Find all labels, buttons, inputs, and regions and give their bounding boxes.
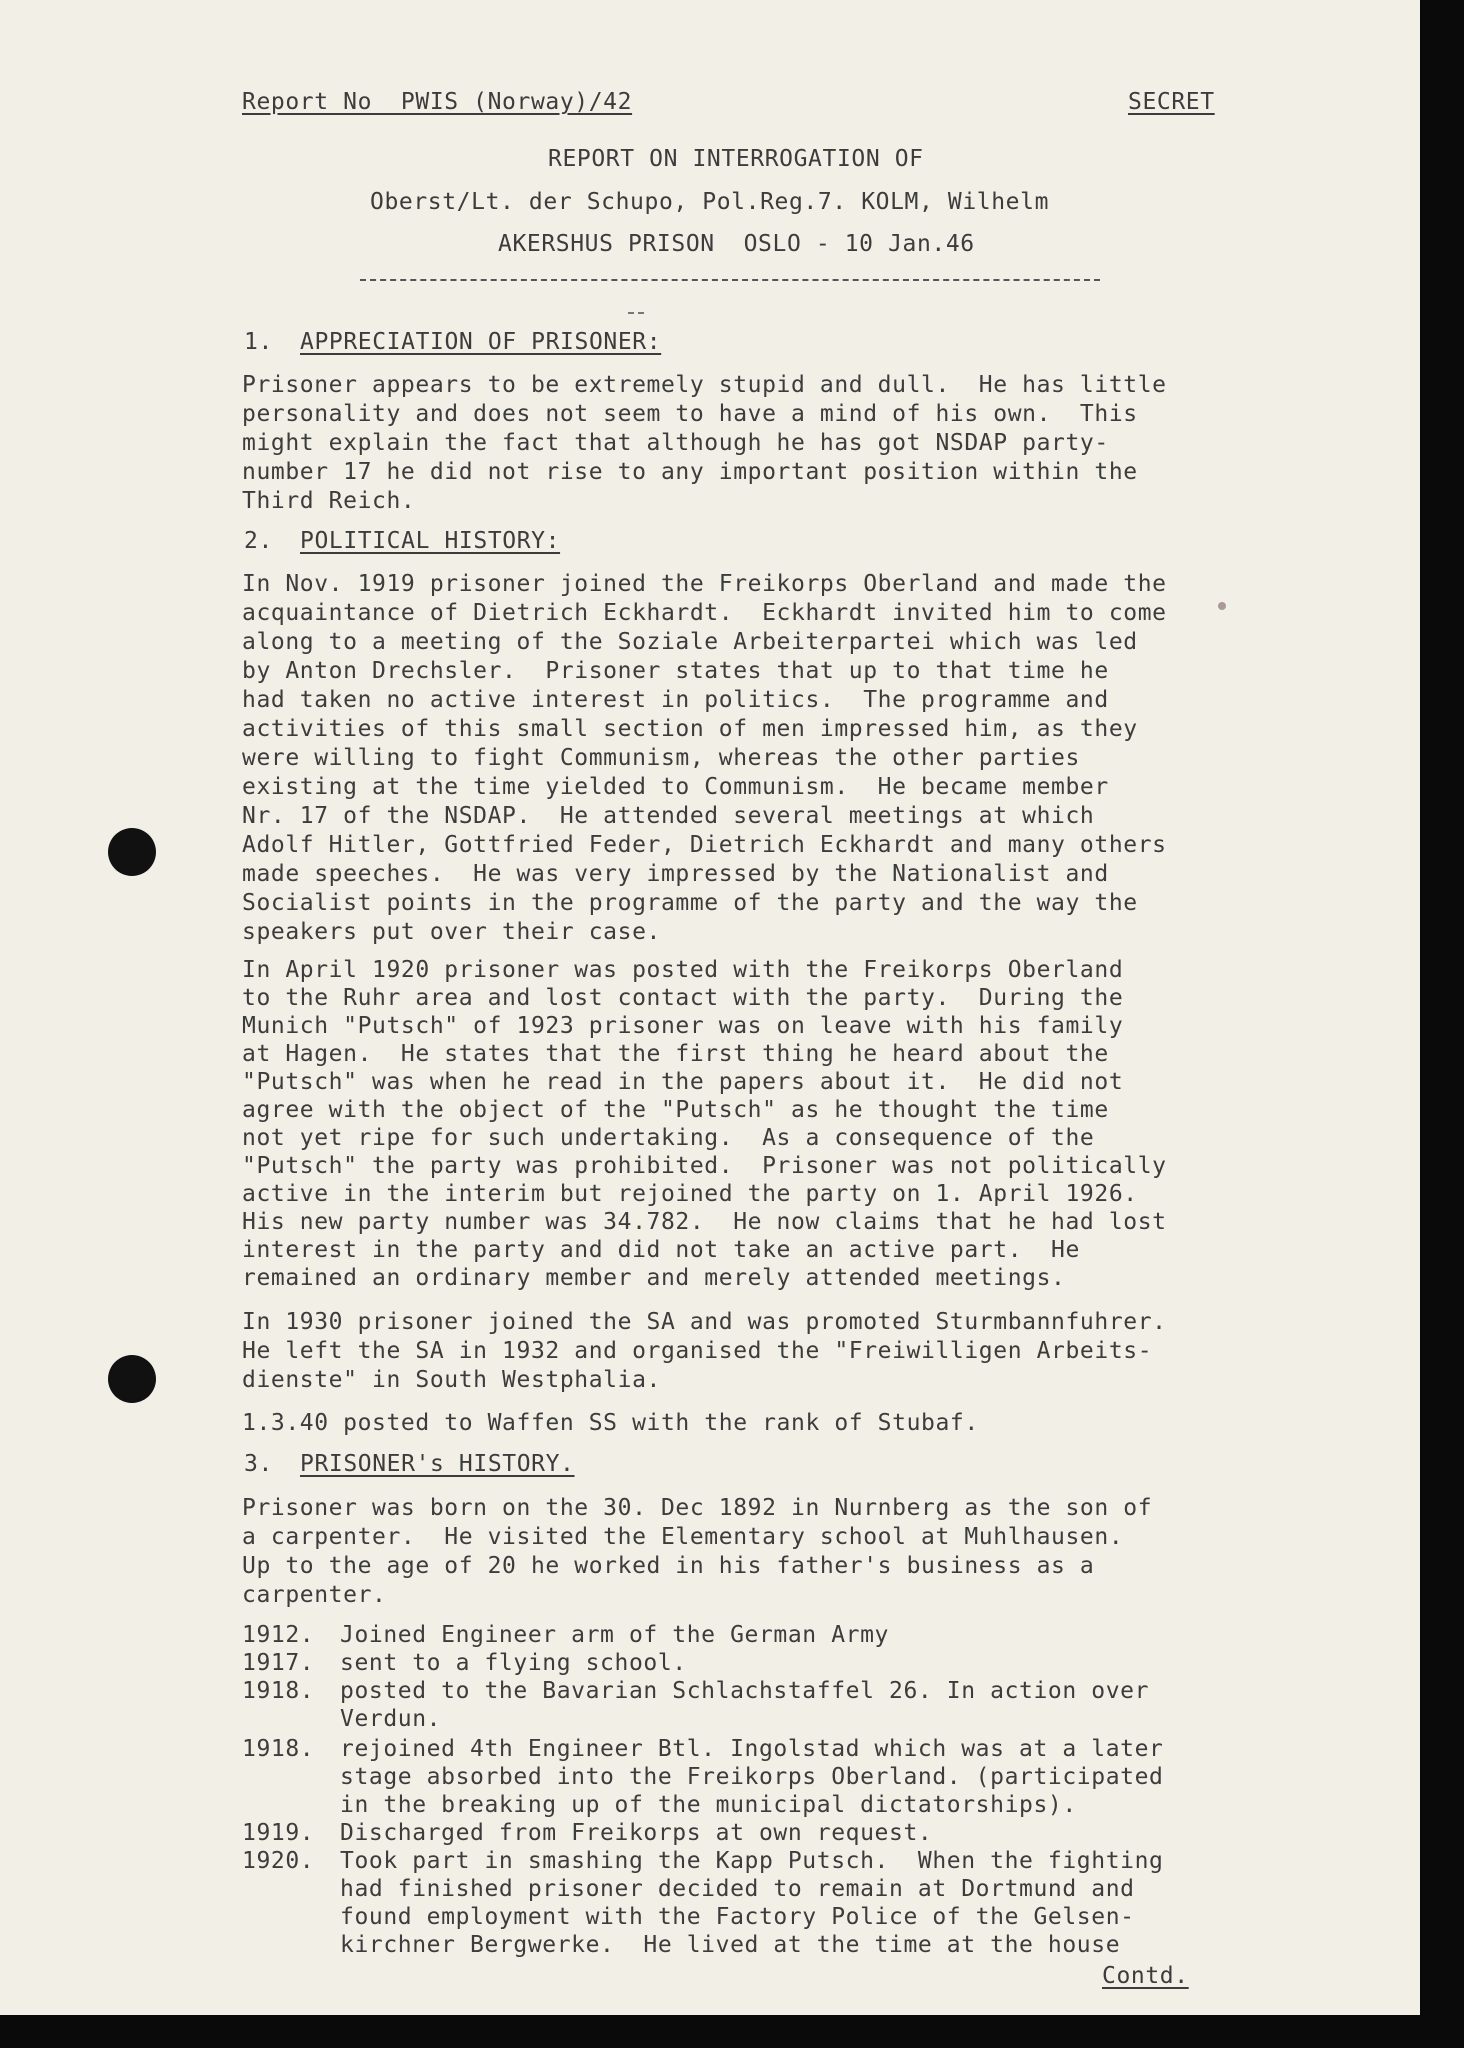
timeline-year: 1919. xyxy=(242,1820,315,1846)
section-2-para2-line: active in the interim but rejoined the party on 1. April 1926. xyxy=(242,1181,1138,1207)
section-2-para1-line: acquaintance of Dietrich Eckhardt. Eckhardt invited him to come xyxy=(242,600,1167,626)
section-2-para2-line: In April 1920 prisoner was posted with the Freikorps Oberland xyxy=(242,957,1124,983)
continued-marker: Contd. xyxy=(1102,1963,1189,1989)
section-2-para4: 1.3.40 posted to Waffen SS with the rank of Stubaf. xyxy=(242,1410,979,1436)
section-2-para1-line: Socialist points in the programme of the party and the way the xyxy=(242,890,1138,916)
section-3-heading: PRISONER's HISTORY. xyxy=(300,1451,575,1477)
section-2-para1-line: had taken no active interest in politics. The programme and xyxy=(242,687,1109,713)
section-2-para1-line: made speeches. He was very impressed by the Nationalist and xyxy=(242,861,1109,887)
section-2-number: 2. xyxy=(244,528,273,554)
timeline-year: 1918. xyxy=(242,1736,315,1762)
timeline-entry-line: found employment with the Factory Police of the Gelsen- xyxy=(340,1904,1135,1930)
timeline-entry-line: sent to a flying school. xyxy=(340,1650,687,1676)
timeline-year: 1920. xyxy=(242,1848,315,1874)
section-2-para2-line: agree with the object of the "Putsch" as he thought the time xyxy=(242,1097,1109,1123)
classification-mark: SECRET xyxy=(1128,89,1215,115)
section-2-para2-line: Munich "Putsch" of 1923 prisoner was on leave with his family xyxy=(242,1013,1124,1039)
timeline-entry-line: Joined Engineer arm of the German Army xyxy=(340,1622,889,1648)
section-2-para2-line: "Putsch" the party was prohibited. Prisoner was not politically xyxy=(242,1153,1167,1179)
header-divider-mark xyxy=(628,312,644,314)
section-2-para1-line: by Anton Drechsler. Prisoner states that up to that time he xyxy=(242,658,1109,684)
timeline-year: 1917. xyxy=(242,1650,315,1676)
section-2-para1-line: Nr. 17 of the NSDAP. He attended several meetings at which xyxy=(242,803,1095,829)
section-1-heading: APPRECIATION OF PRISONER: xyxy=(300,329,662,355)
section-2-para2-line: at Hagen. He states that the first thing he heard about the xyxy=(242,1041,1109,1067)
timeline-entry-line: Verdun. xyxy=(340,1706,442,1732)
section-1-line: might explain the fact that although he has got NSDAP party- xyxy=(242,430,1109,456)
section-2-para1-line: speakers put over their case. xyxy=(242,919,661,945)
report-number: Report No PWIS (Norway)/42 xyxy=(242,89,633,115)
section-3-para1-line: carpenter. xyxy=(242,1582,387,1608)
report-subject: Oberst/Lt. der Schupo, Pol.Reg.7. KOLM, Wilhelm xyxy=(370,189,1050,215)
section-2-para1-line: In Nov. 1919 prisoner joined the Freikorps Oberland and made the xyxy=(242,571,1167,597)
timeline-entry-line: kirchner Bergwerke. He lived at the time at the house xyxy=(340,1932,1121,1958)
timeline-entry-line: stage absorbed into the Freikorps Oberland. (participated xyxy=(340,1764,1164,1790)
section-2-para2-line: to the Ruhr area and lost contact with the party. During the xyxy=(242,985,1124,1011)
section-2-para1-line: Adolf Hitler, Gottfried Feder, Dietrich Eckhardt and many others xyxy=(242,832,1167,858)
timeline-year: 1918. xyxy=(242,1678,315,1704)
timeline-entry-line: rejoined 4th Engineer Btl. Ingolstad which was at a later xyxy=(340,1736,1164,1762)
header-divider xyxy=(360,279,1100,281)
report-location-date: AKERSHUS PRISON OSLO - 10 Jan.46 xyxy=(498,231,975,257)
section-2-para1-line: were willing to fight Communism, whereas the other parties xyxy=(242,745,1080,771)
section-1-line: number 17 he did not rise to any important position within the xyxy=(242,459,1138,485)
section-2-para3-line: dienste" in South Westphalia. xyxy=(242,1367,661,1393)
section-3-para1-line: Up to the age of 20 he worked in his father's business as a xyxy=(242,1553,1095,1579)
section-2-para2-line: "Putsch" was when he read in the papers about it. He did not xyxy=(242,1069,1124,1095)
section-1-number: 1. xyxy=(244,329,273,355)
timeline-entry-line: posted to the Bavarian Schlachstaffel 26. In action over xyxy=(340,1678,1150,1704)
section-3-para1-line: a carpenter. He visited the Elementary school at Muhlhausen. xyxy=(242,1524,1124,1550)
section-2-para1-line: activities of this small section of men impressed him, as they xyxy=(242,716,1138,742)
timeline-entry-line: had finished prisoner decided to remain at Dortmund and xyxy=(340,1876,1135,1902)
timeline-entry-line: in the breaking up of the municipal dictatorships). xyxy=(340,1792,1077,1818)
section-2-heading: POLITICAL HISTORY: xyxy=(300,528,561,554)
section-2-para2-line: interest in the party and did not take an active part. He xyxy=(242,1237,1080,1263)
timeline-entry-line: Took part in smashing the Kapp Putsch. When the fighting xyxy=(340,1848,1164,1874)
section-2-para3-line: He left the SA in 1932 and organised the "Freiwilligen Arbeits- xyxy=(242,1338,1153,1364)
section-1-line: Prisoner appears to be extremely stupid and dull. He has little xyxy=(242,372,1167,398)
section-3-number: 3. xyxy=(244,1451,273,1477)
timeline-year: 1912. xyxy=(242,1622,315,1648)
section-2-para1-line: existing at the time yielded to Communism. He became member xyxy=(242,774,1109,800)
section-1-line: personality and does not seem to have a mind of his own. This xyxy=(242,401,1138,427)
section-2-para2-line: remained an ordinary member and merely attended meetings. xyxy=(242,1265,1066,1291)
punch-hole-upper xyxy=(108,828,156,876)
report-title: REPORT ON INTERROGATION OF xyxy=(548,146,924,172)
section-2-para1-line: along to a meeting of the Soziale Arbeiterpartei which was led xyxy=(242,629,1138,655)
timeline-entry-line: Discharged from Freikorps at own request. xyxy=(340,1820,933,1846)
punch-hole-lower xyxy=(108,1355,156,1403)
section-3-para1-line: Prisoner was born on the 30. Dec 1892 in Nurnberg as the son of xyxy=(242,1495,1153,1521)
section-1-line: Third Reich. xyxy=(242,488,416,514)
section-2-para3-line: In 1930 prisoner joined the SA and was promoted Sturmbannfuhrer. xyxy=(242,1309,1167,1335)
section-2-para2-line: His new party number was 34.782. He now claims that he had lost xyxy=(242,1209,1167,1235)
section-2-para2-line: not yet ripe for such undertaking. As a consequence of the xyxy=(242,1125,1095,1151)
